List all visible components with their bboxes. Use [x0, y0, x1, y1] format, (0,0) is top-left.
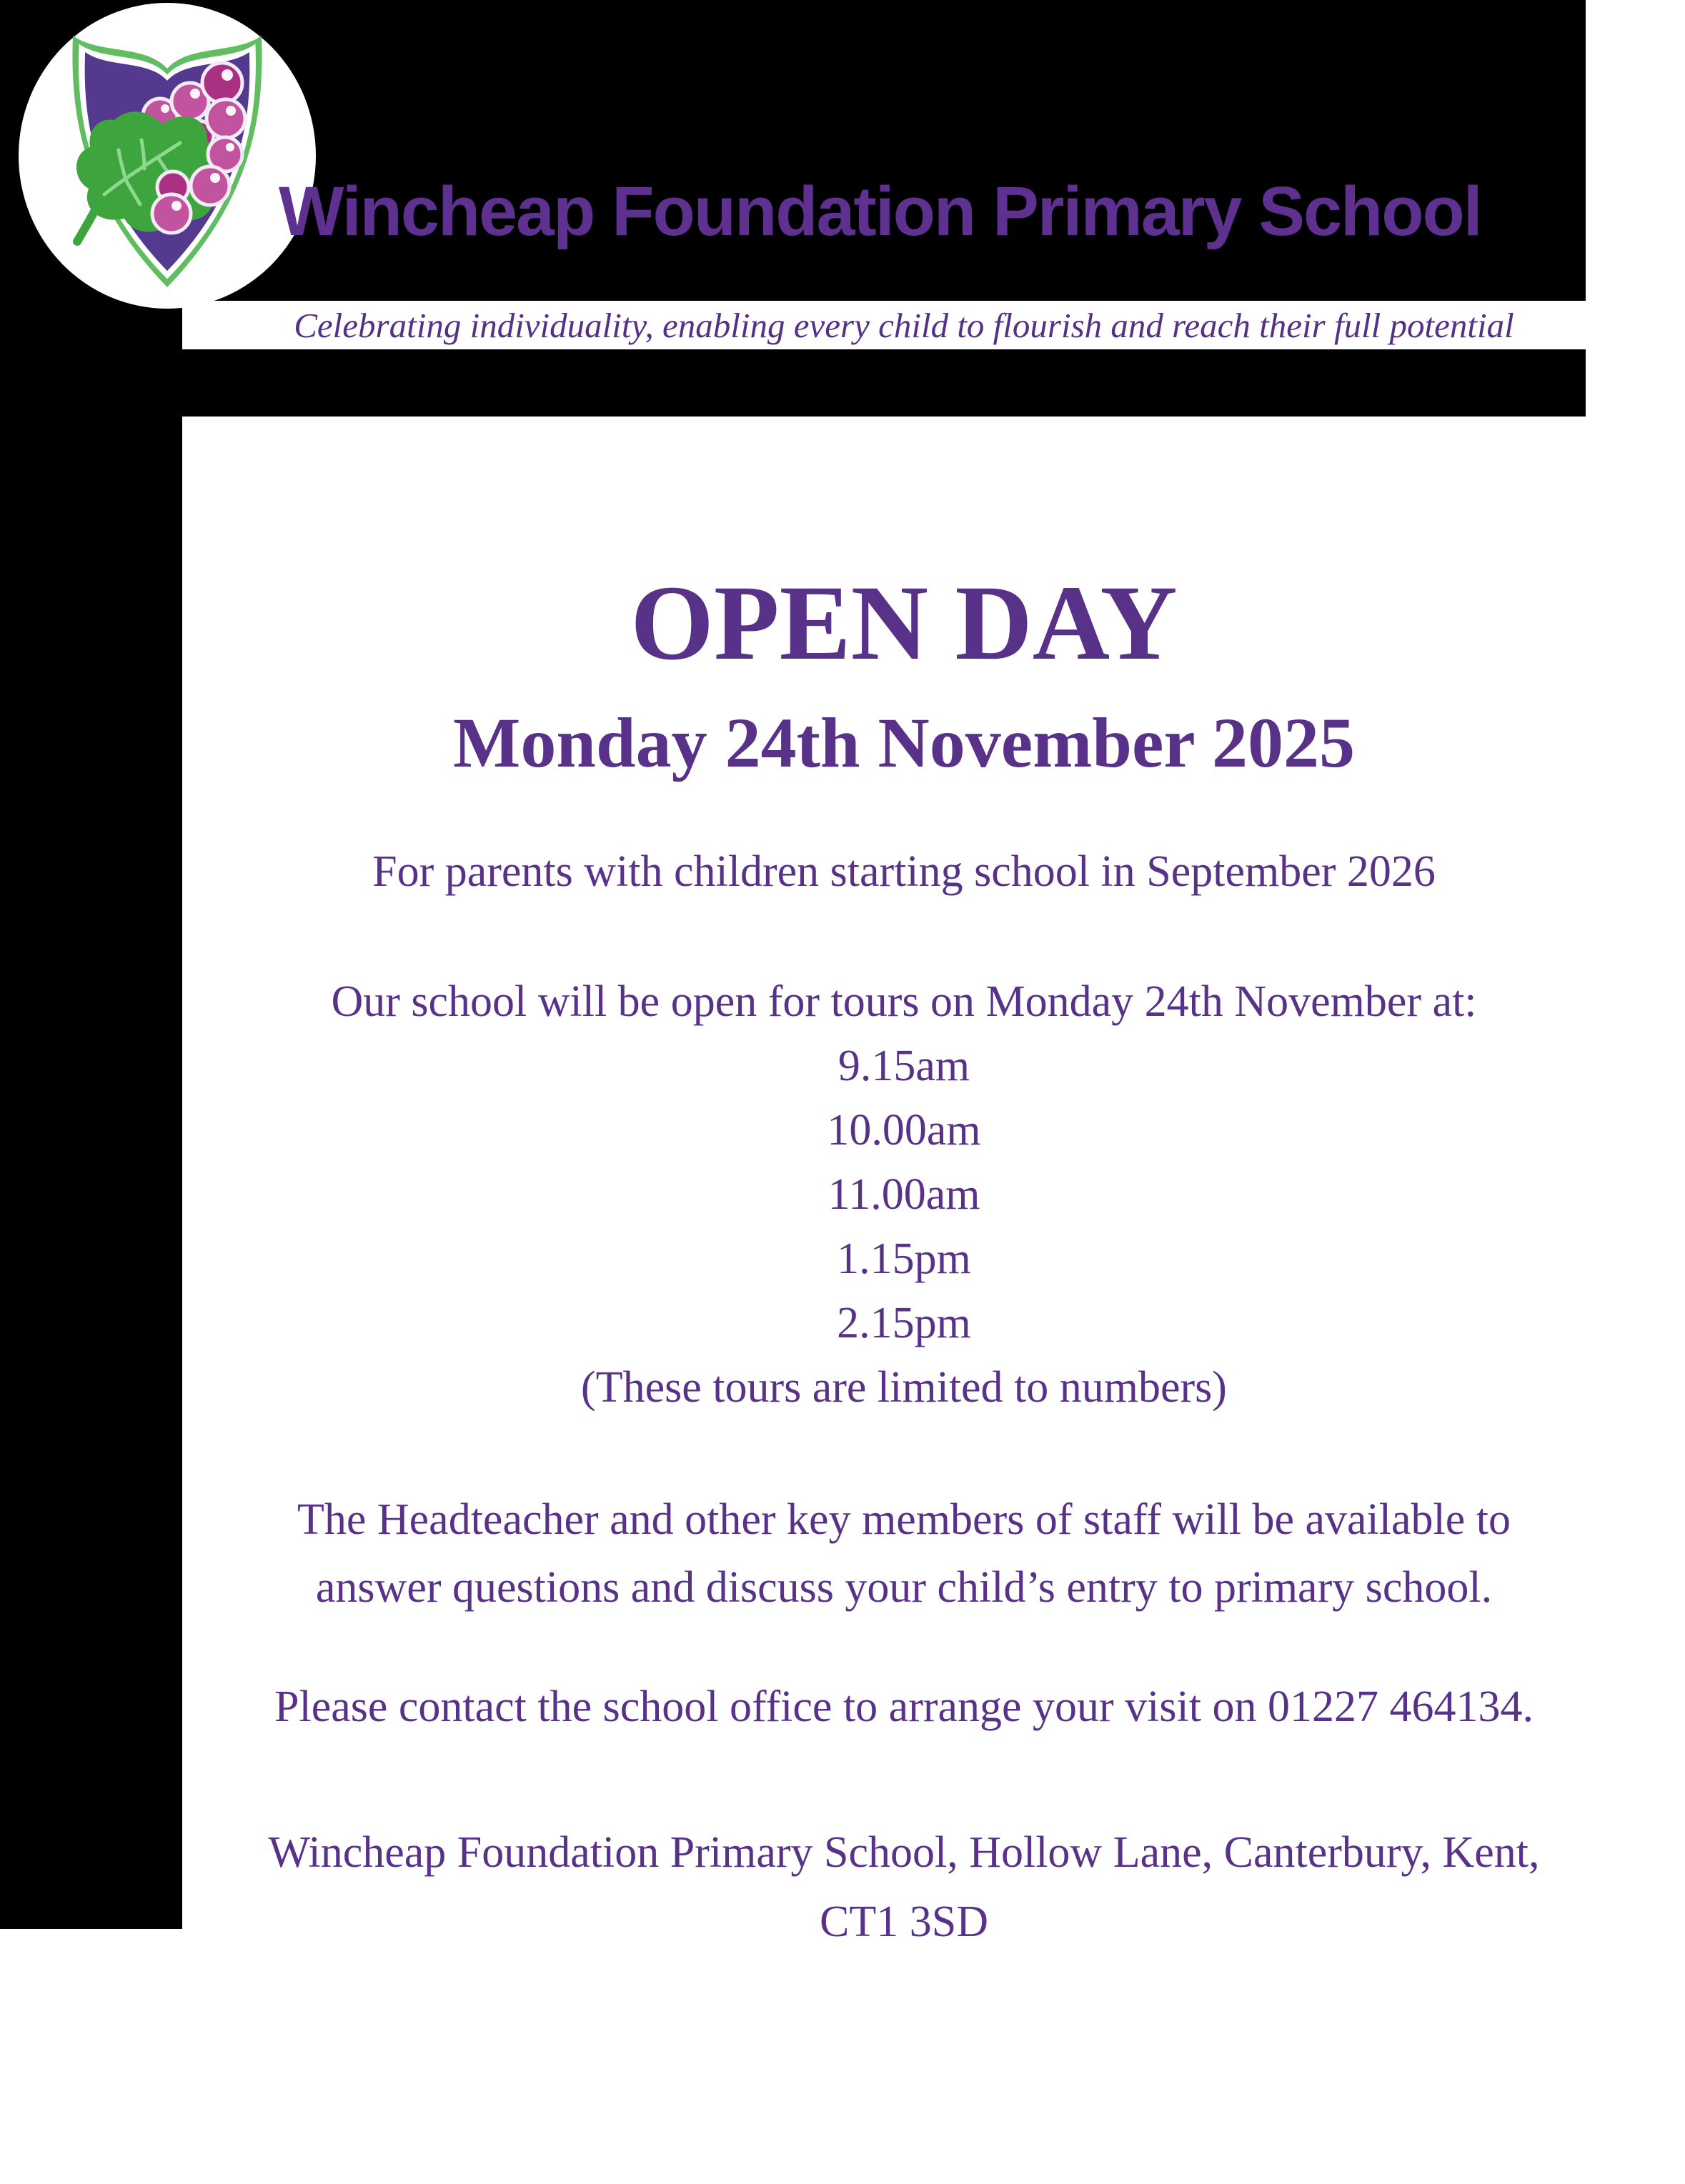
open-day-date: Monday 24th November 2025 [452, 703, 1355, 782]
tour-time: 9.15am [837, 1042, 970, 1090]
tour-time: 1.15pm [837, 1235, 971, 1283]
tour-time: 2.15pm [837, 1299, 971, 1347]
school-crest-shield-grapes-leaf-icon [19, 3, 316, 309]
open-day-heading: OPEN DAY [630, 564, 1178, 682]
header-black-rule [0, 349, 1586, 417]
intro-line: For parents with children starting school in September 2026 [372, 847, 1436, 896]
school-name-title: Wincheap Foundation Primary School [279, 172, 1481, 250]
tours-heading: Our school will be open for tours on Monday 24th November at: [331, 977, 1477, 1026]
address-block [121, 1818, 1685, 1957]
school-tagline: Celebrating individuality, enabling every child to flourish and reach their full potential [294, 305, 1514, 345]
staff-line-1: The Headteacher and other key members of staff will be available to [297, 1495, 1511, 1544]
staff-paragraph [121, 1486, 1685, 1622]
address-line-1: Wincheap Foundation Primary School, Hollow Lane, Canterbury, Kent, [268, 1828, 1540, 1877]
tagline-strip [182, 301, 1586, 349]
tours-limited-note: (These tours are limited to numbers) [581, 1363, 1227, 1412]
school-logo [19, 3, 316, 309]
staff-line-2: answer questions and discuss your child’s entry to primary school. [315, 1563, 1493, 1612]
tour-time: 11.00am [827, 1170, 980, 1219]
address-line-2: CT1 3SD [820, 1898, 988, 1946]
contact-line: Please contact the school office to arrange your visit on 01227 464134. [274, 1682, 1534, 1731]
tour-time: 10.00am [827, 1106, 981, 1155]
